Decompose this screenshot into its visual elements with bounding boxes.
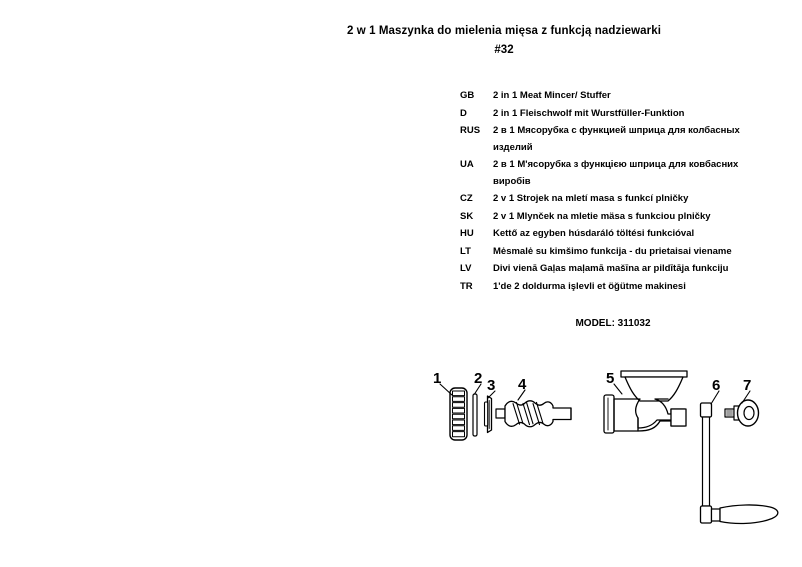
- language-row: [460, 226, 780, 243]
- language-code: SK: [460, 210, 474, 222]
- page-title: 2 w 1 Maszynka do mielenia mięsa z funkcją nadziewarki: [346, 25, 662, 37]
- part-cutting-plate-icon: [473, 394, 477, 436]
- language-code: GB: [460, 90, 475, 101]
- callout-number-2: 2: [474, 370, 483, 387]
- language-row: [460, 261, 780, 278]
- language-row: [460, 191, 780, 208]
- callout-number-3: 3: [487, 377, 496, 394]
- language-text: Mėsmalė su kimšimo funkcija - du prietaisai viename: [493, 245, 732, 257]
- callout-leader-lines: [440, 384, 750, 404]
- part-blade-icon: [485, 396, 492, 433]
- callout-number-4: 4: [518, 376, 527, 393]
- page-subtitle: #32: [494, 44, 514, 56]
- callout-number-6: 6: [712, 377, 721, 394]
- language-code: LV: [460, 263, 472, 274]
- model-number: MODEL: 311032: [575, 318, 651, 329]
- part-handle-knob-icon: [725, 400, 759, 426]
- language-code: D: [460, 107, 467, 119]
- language-row: [460, 244, 780, 261]
- callout-number-1: 1: [433, 370, 442, 387]
- language-code: CZ: [460, 193, 473, 204]
- language-row: [460, 106, 780, 123]
- title-block: [0, 22, 802, 59]
- language-row: [460, 209, 780, 226]
- language-code: RUS: [460, 125, 481, 136]
- language-code: HU: [460, 228, 474, 239]
- language-row: [460, 279, 780, 296]
- part-auger-screw-icon: [496, 401, 571, 427]
- language-text: 2 in 1 Meat Mincer/ Stuffer: [493, 90, 611, 101]
- callout-number-5: 5: [606, 370, 615, 387]
- language-row: [460, 88, 780, 105]
- language-text: 1'de 2 doldurma işlevli et öğütme makinesi: [493, 280, 686, 292]
- language-text: 2 в 1 М'ясорубка з функцією шприца для ковбасних виробів: [493, 159, 739, 187]
- language-code: UA: [460, 159, 474, 170]
- language-text: 2 v 1 Mlynček na mletie mäsa s funkciou plničky: [493, 210, 711, 222]
- language-row: [460, 123, 780, 156]
- language-code: TR: [460, 280, 473, 292]
- language-text: 2 v 1 Strojek na mletí masa s funkcí plničky: [493, 193, 689, 204]
- language-text: 2 in 1 Fleischwolf mit Wurstfüller-Funktion: [493, 107, 685, 119]
- language-text: Kettő az egyben húsdaráló töltési funkcióval: [493, 228, 695, 239]
- language-text: Divi vienā Gaļas maļamā mašīna ar pildītāja funkciju: [493, 263, 729, 274]
- part-crank-shaft-icon: [701, 403, 778, 523]
- callout-numbers: [433, 370, 751, 394]
- part-mincer-body-icon: [604, 371, 687, 433]
- language-code: LT: [460, 245, 471, 257]
- language-row: [460, 157, 780, 190]
- part-ring-nut-icon: [450, 388, 467, 440]
- callout-number-7: 7: [743, 377, 752, 394]
- language-text: 2 в 1 Мясорубка с функцией шприца для колбасных изделий: [493, 125, 740, 153]
- language-list: [460, 88, 780, 296]
